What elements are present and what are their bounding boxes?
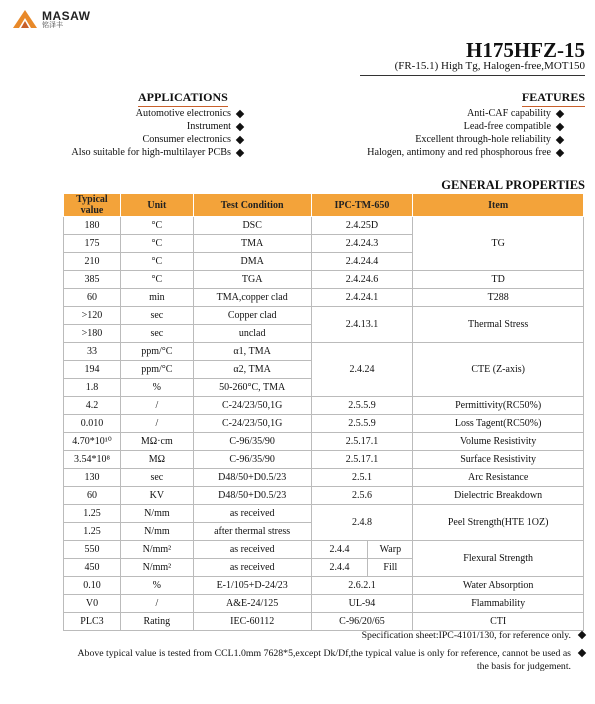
table-cell: C-96/20/65 (311, 613, 413, 631)
col-ipc-tm-650: IPC-TM-650 (311, 194, 413, 217)
col-typical-value: Typical value (64, 194, 121, 217)
table-row (64, 595, 584, 613)
table-cell: D48/50+D0.5/23 (193, 487, 311, 505)
table-cell: Peel Strength(HTE 1OZ) (413, 505, 584, 541)
table-cell: as received (193, 559, 311, 577)
table-cell: 130 (64, 469, 121, 487)
applications-list (71, 107, 243, 159)
table-cell: C-24/23/50,1G (193, 415, 311, 433)
table-row (64, 343, 584, 361)
table-cell: 2.4.8 (311, 505, 413, 541)
table-cell: 0.10 (64, 577, 121, 595)
table-cell: 2.6.2.1 (311, 577, 413, 595)
table-cell: min (120, 289, 193, 307)
table-row (64, 451, 584, 469)
table-cell: Volume Resistivity (413, 433, 584, 451)
table-cell: >120 (64, 307, 121, 325)
table-cell: 2.5.5.9 (311, 397, 413, 415)
table-cell: 2.5.17.1 (311, 451, 413, 469)
table-cell: DSC (193, 217, 311, 235)
list-item: Halogen, antimony and red phosphorous free (367, 146, 563, 159)
table-row (64, 307, 584, 325)
bullet-icon (236, 148, 244, 156)
list-item: Consumer electronics (71, 133, 243, 146)
table-cell: CTI (413, 613, 584, 631)
table-cell: sec (120, 325, 193, 343)
table-cell: DMA (193, 253, 311, 271)
table-cell: 1.8 (64, 379, 121, 397)
table-row (64, 541, 584, 559)
table-cell: 175 (64, 235, 121, 253)
list-item: Excellent through-hole reliability (367, 133, 563, 146)
table-cell: sec (120, 469, 193, 487)
list-item: Anti-CAF capability (367, 107, 563, 120)
bullet-icon (556, 122, 564, 130)
table-cell: KV (120, 487, 193, 505)
table-cell: 450 (64, 559, 121, 577)
table-cell: TMA,copper clad (193, 289, 311, 307)
brand-sub: 铭泽丰 (42, 21, 63, 29)
table-cell: as received (193, 505, 311, 523)
table-cell: 33 (64, 343, 121, 361)
table-cell: MΩ (120, 451, 193, 469)
table-cell: Fill (368, 559, 413, 577)
features-list (367, 107, 563, 159)
table-cell: 60 (64, 487, 121, 505)
table-cell: 180 (64, 217, 121, 235)
table-row (64, 487, 584, 505)
table-cell: A&E-24/125 (193, 595, 311, 613)
table-cell: D48/50+D0.5/23 (193, 469, 311, 487)
table-cell: 2.4.13.1 (311, 307, 413, 343)
table-cell: TGA (193, 271, 311, 289)
table-cell: N/mm² (120, 559, 193, 577)
applications-heading: APPLICATIONS (138, 90, 228, 107)
table-cell: 50-260°C, TMA (193, 379, 311, 397)
table-cell: 2.4.25D (311, 217, 413, 235)
general-properties-heading: GENERAL PROPERTIES (441, 178, 585, 192)
table-cell: 2.5.1 (311, 469, 413, 487)
table-cell: % (120, 379, 193, 397)
table-cell: 2.4.24 (311, 343, 413, 397)
table-cell: C-24/23/50,1G (193, 397, 311, 415)
col-item: Item (413, 194, 584, 217)
table-cell: Permittivity(RC50%) (413, 397, 584, 415)
table-cell: Flexural Strength (413, 541, 584, 577)
table-cell: 4.2 (64, 397, 121, 415)
product-subtitle: (FR-15.1) High Tg, Halogen-free,MOT150 (394, 60, 585, 72)
table-cell: 194 (64, 361, 121, 379)
features-heading: FEATURES (522, 90, 585, 107)
properties-table (63, 193, 584, 631)
table-cell: 0.010 (64, 415, 121, 433)
table-cell: 1.25 (64, 523, 121, 541)
table-cell: 2.4.4 (311, 559, 368, 577)
table-cell: C-96/35/90 (193, 451, 311, 469)
table-cell: 2.4.4 (311, 541, 368, 559)
table-cell: PLC3 (64, 613, 121, 631)
table-cell: 210 (64, 253, 121, 271)
table-cell: °C (120, 253, 193, 271)
table-cell: sec (120, 307, 193, 325)
table-cell: TD (413, 271, 584, 289)
table-cell: °C (120, 235, 193, 253)
table-cell: 4.70*10¹⁰ (64, 433, 121, 451)
table-cell: 2.5.6 (311, 487, 413, 505)
table-cell: 1.25 (64, 505, 121, 523)
table-cell: α1, TMA (193, 343, 311, 361)
table-cell: °C (120, 217, 193, 235)
table-cell: Flammability (413, 595, 584, 613)
table-cell: ppm/°C (120, 361, 193, 379)
table-cell: 385 (64, 271, 121, 289)
title-divider (360, 75, 585, 76)
bullet-icon (236, 109, 244, 117)
table-cell: Copper clad (193, 307, 311, 325)
table-row (64, 613, 584, 631)
product-title: H175HFZ-15 (466, 38, 585, 62)
list-item: Automotive electronics (71, 107, 243, 120)
table-cell: N/mm (120, 505, 193, 523)
table-cell: E-1/105+D-24/23 (193, 577, 311, 595)
note-item: Specification sheet:IPC-4101/130, for reference only. (65, 629, 585, 642)
table-row (64, 505, 584, 523)
table-cell: IEC-60112 (193, 613, 311, 631)
table-cell: α2, TMA (193, 361, 311, 379)
bullet-icon (556, 135, 564, 143)
list-item: Instrument (71, 120, 243, 133)
table-cell: % (120, 577, 193, 595)
table-cell: >180 (64, 325, 121, 343)
brand-name: MASAW (42, 8, 91, 23)
table-cell: C-96/35/90 (193, 433, 311, 451)
table-cell: Rating (120, 613, 193, 631)
table-cell: 550 (64, 541, 121, 559)
table-cell: Arc Resistance (413, 469, 584, 487)
brand-logo (12, 8, 91, 30)
table-header-row (64, 194, 584, 217)
table-cell: °C (120, 271, 193, 289)
bullet-icon (556, 148, 564, 156)
table-cell: 2.4.24.4 (311, 253, 413, 271)
table-row (64, 271, 584, 289)
item-label: TG (413, 217, 584, 271)
table-row (64, 397, 584, 415)
table-cell: 2.4.24.6 (311, 271, 413, 289)
table-cell: after thermal stress (193, 523, 311, 541)
table-row (64, 577, 584, 595)
table-cell: / (120, 397, 193, 415)
table-cell: / (120, 595, 193, 613)
table-cell: Surface Resistivity (413, 451, 584, 469)
table-row (64, 289, 584, 307)
table-cell: 2.4.24.1 (311, 289, 413, 307)
table-cell: T288 (413, 289, 584, 307)
notes (65, 629, 585, 678)
table-cell: MΩ·cm (120, 433, 193, 451)
bullet-icon (236, 135, 244, 143)
note-item: Above typical value is tested from CCL1.0mm 7628*5,except Dk/Df,the typical value is only for reference, cannot be used as the basis for judgement. (65, 647, 585, 673)
bullet-icon (578, 649, 586, 657)
table-cell: / (120, 415, 193, 433)
table-cell: Dielectric Breakdown (413, 487, 584, 505)
list-item: Also suitable for high-multilayer PCBs (71, 146, 243, 159)
table-cell: Thermal Stress (413, 307, 584, 343)
brand-logo-icon (12, 8, 38, 30)
bullet-icon (556, 109, 564, 117)
table-cell: CTE (Z-axis) (413, 343, 584, 397)
bullet-icon (578, 631, 586, 639)
table-row (64, 469, 584, 487)
table-row (64, 217, 584, 235)
table-cell: N/mm (120, 523, 193, 541)
table-cell: Water Absorption (413, 577, 584, 595)
table-cell: 60 (64, 289, 121, 307)
table-row (64, 415, 584, 433)
table-cell: Warp (368, 541, 413, 559)
table-cell: ppm/°C (120, 343, 193, 361)
table-cell: TMA (193, 235, 311, 253)
table-cell: unclad (193, 325, 311, 343)
table-cell: UL-94 (311, 595, 413, 613)
table-cell: 2.5.5.9 (311, 415, 413, 433)
col-unit: Unit (120, 194, 193, 217)
table-cell: as received (193, 541, 311, 559)
list-item: Lead-free compatible (367, 120, 563, 133)
table-cell: N/mm² (120, 541, 193, 559)
table-cell: 2.5.17.1 (311, 433, 413, 451)
table-cell: 3.54*10⁸ (64, 451, 121, 469)
col-test-condition: Test Condition (193, 194, 311, 217)
table-cell: 2.4.24.3 (311, 235, 413, 253)
table-cell: V0 (64, 595, 121, 613)
table-row (64, 433, 584, 451)
bullet-icon (236, 122, 244, 130)
table-cell: Loss Tagent(RC50%) (413, 415, 584, 433)
